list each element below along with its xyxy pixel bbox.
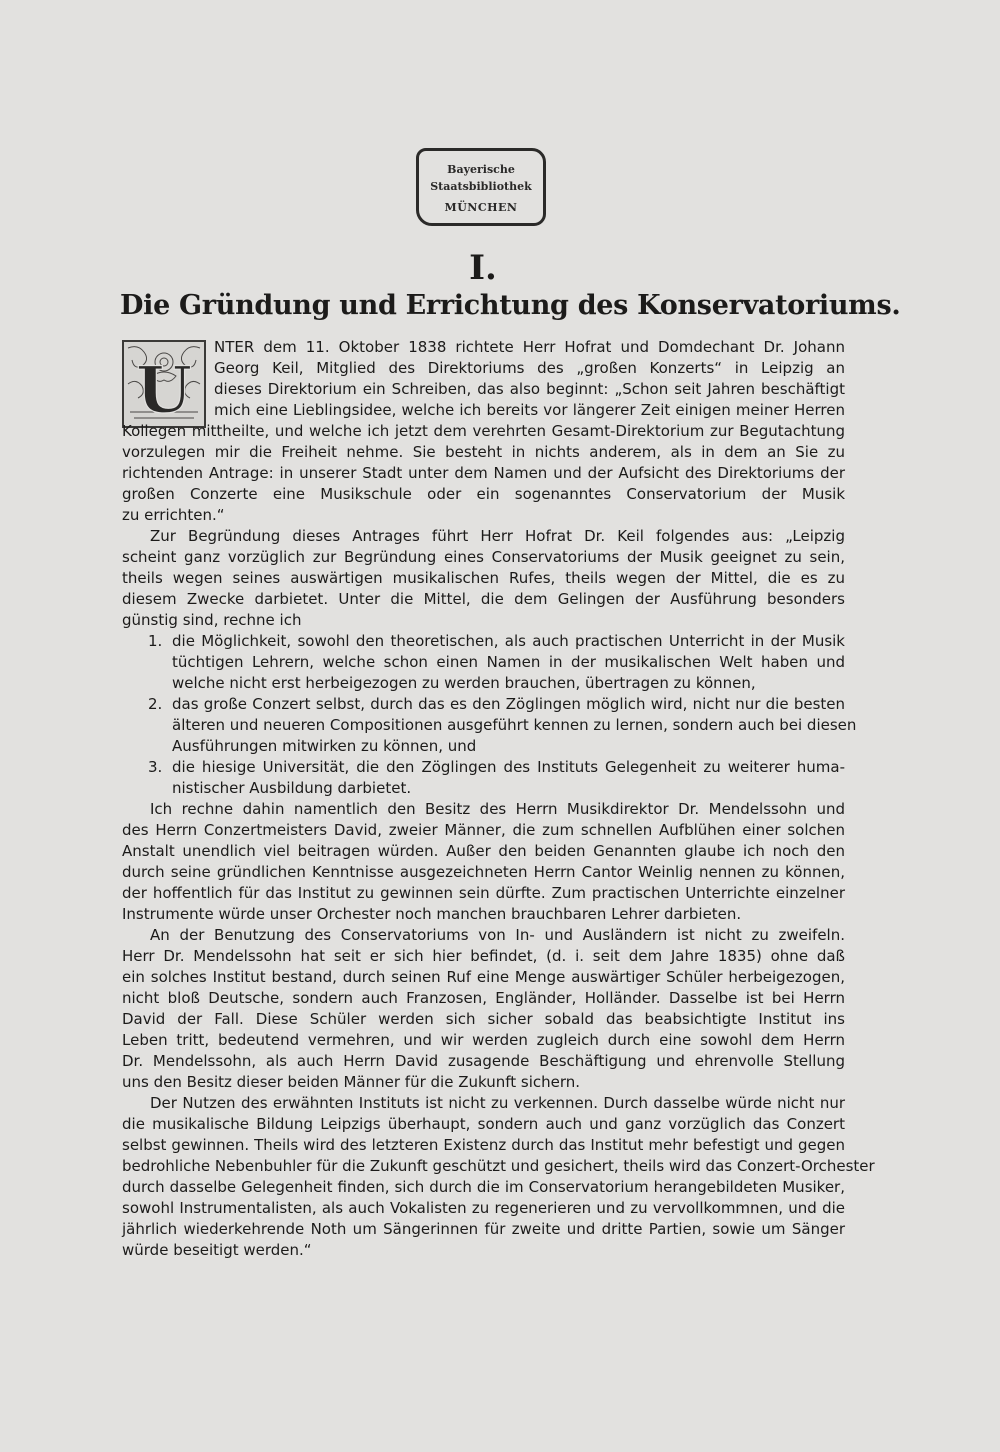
text-line: durch dasselbe Gelegenheit finden, sich durch die im Conservatorium herangebildeten Musiker, bbox=[122, 1178, 845, 1196]
list-item-line: älteren und neueren Compositionen ausgeführt kennen zu lernen, sondern auch bei diesen bbox=[172, 716, 857, 734]
text-line: Dr. Mendelssohn, als auch Herrn David zusagende Beschäftigung und ehrenvolle Stellung bbox=[122, 1052, 845, 1070]
text-line: der hoffentlich für das Institut zu gewinnen sein dürfte. Zum practischen Unterrichte einzelner bbox=[122, 884, 845, 902]
text-line: NTER dem 11. Oktober 1838 richtete Herr Hofrat und Domdechant Dr. Johann bbox=[214, 338, 845, 356]
text-line: diesem Zwecke darbietet. Unter die Mittel, die dem Gelingen der Ausführung besonders bbox=[122, 590, 845, 608]
list-item-number: 2. bbox=[148, 695, 163, 713]
text-line: günstig sind, rechne ich bbox=[122, 611, 302, 629]
text-line: richtenden Antrage: in unserer Stadt unter dem Namen und der Aufsicht des Direktoriums der bbox=[122, 464, 845, 482]
text-line: dieses Direktorium ein Schreiben, das also beginnt: „Schon seit Jahren beschäftigt bbox=[214, 380, 845, 398]
drop-cap-letter: U bbox=[136, 353, 192, 426]
text-line: Anstalt unendlich viel beitragen würden. Außer den beiden Genannten glaube ich noch den bbox=[122, 842, 845, 860]
text-line: bedrohliche Nebenbuhler für die Zukunft geschützt und gesichert, theils wird das Conzert-Orchester bbox=[122, 1157, 875, 1175]
list-item-text: die hiesige Universität, die den Zöglingen des Instituts Gelegenheit zu weiterer huma- bbox=[172, 758, 845, 776]
text-line: Georg Keil, Mitglied des Direktoriums des „großen Konzerts“ in Leipzig an bbox=[214, 359, 845, 377]
text-line: selbst gewinnen. Theils wird des letzteren Existenz durch das Institut mehr befestigt und gegen bbox=[122, 1136, 845, 1154]
text-line: Herr Dr. Mendelssohn hat seit er sich hier befindet, (d. i. seit dem Jahre 1835) ohne daß bbox=[122, 947, 845, 965]
text-line: uns den Besitz dieser beiden Männer für die Zukunft sichern. bbox=[122, 1073, 581, 1091]
text-line: mich eine Lieblingsidee, welche ich bereits vor längerer Zeit einigen meiner Herren bbox=[214, 401, 845, 419]
text-line: nicht bloß Deutsche, sondern auch Franzosen, Engländer, Holländer. Dasselbe ist bei Herrn bbox=[122, 989, 845, 1007]
text-line: Leben tritt, bedeutend vermehren, und wir werden zugleich durch eine sowohl dem Herrn bbox=[122, 1031, 845, 1049]
list-item-number: 1. bbox=[148, 632, 163, 650]
list-item-line: tüchtigen Lehrern, welche schon einen Namen in der musikalischen Welt haben und bbox=[172, 653, 845, 671]
list-item-line bbox=[122, 694, 845, 715]
body-text bbox=[122, 337, 875, 1261]
text-line: Instrumente würde unser Orchester noch manchen brauchbaren Lehrer darbieten. bbox=[122, 905, 742, 923]
chapter-number: I. bbox=[469, 248, 497, 288]
text-line: zu errichten.“ bbox=[122, 506, 225, 524]
stamp-line-3: MÜNCHEN bbox=[444, 201, 518, 214]
text-line: An der Benutzung des Conservatoriums von In- und Ausländern ist nicht zu zweifeln. bbox=[150, 926, 845, 944]
text-line: ein solches Institut bestand, durch seinen Ruf eine Menge auswärtiger Schüler herbeigezogen, bbox=[122, 968, 845, 986]
text-line: Zur Begründung dieses Antrages führt Herr Hofrat Dr. Keil folgendes aus: „Leipzig bbox=[150, 527, 845, 545]
list-item-line: nistischer Ausbildung darbietet. bbox=[172, 779, 412, 797]
text-line: des Herrn Conzertmeisters David, zweier Männer, die zum schnellen Aufblühen einer solchen bbox=[122, 821, 845, 839]
text-line: scheint ganz vorzüglich zur Begründung eines Conservatoriums der Musik geeignet zu sein, bbox=[122, 548, 845, 566]
library-stamp bbox=[416, 148, 546, 226]
list-item-number: 3. bbox=[148, 758, 163, 776]
list-item-line bbox=[122, 631, 845, 652]
text-line: Ich rechne dahin namentlich den Besitz des Herrn Musikdirektor Dr. Mendelssohn und bbox=[150, 800, 845, 818]
list-item-text: die Möglichkeit, sowohl den theoretischen, als auch practischen Unterricht in der Musik bbox=[172, 632, 845, 650]
text-line: durch seine gründlichen Kenntnisse ausgezeichneten Herrn Cantor Weinlig nennen zu können, bbox=[122, 863, 845, 881]
stamp-line-2: Staatsbibliothek bbox=[430, 180, 532, 193]
text-line: David der Fall. Diese Schüler werden sich sicher sobald das beabsichtigte Institut ins bbox=[122, 1010, 845, 1028]
stamp-line-1: Bayerische bbox=[447, 163, 515, 176]
text-line: vorzulegen mir die Freiheit nehme. Sie besteht in nichts anderem, als in dem an Sie zu bbox=[122, 443, 845, 461]
text-line: theils wegen seines auswärtigen musikalischen Rufes, theils wegen der Mittel, die es zu bbox=[122, 569, 845, 587]
text-line: sowohl Instrumentalisten, als auch Vokalisten zu regenerieren und zu vervollkommnen, und die bbox=[122, 1199, 845, 1217]
chapter-title: Die Gründung und Errichtung des Konservatoriums. bbox=[120, 290, 901, 321]
list-item-text: das große Conzert selbst, durch das es den Zöglingen möglich wird, nicht nur die besten bbox=[172, 695, 845, 713]
list-item-line: Ausführungen mitwirken zu können, und bbox=[172, 737, 477, 755]
text-line: die musikalische Bildung Leipzigs überhaupt, sondern auch und ganz vorzüglich das Conzert bbox=[122, 1115, 845, 1133]
text-line: würde beseitigt werden.“ bbox=[122, 1241, 312, 1259]
list-item-line: welche nicht erst herbeigezogen zu werden brauchen, übertragen zu können, bbox=[172, 674, 756, 692]
list-item-line bbox=[122, 757, 845, 778]
text-line: Der Nutzen des erwähnten Instituts ist nicht zu verkennen. Durch dasselbe würde nicht nur bbox=[150, 1094, 845, 1112]
text-line: Kollegen mittheilte, und welche ich jetzt dem verehrten Gesamt-Direktorium zur Begutachtung bbox=[122, 422, 845, 440]
text-line: großen Conzerte eine Musikschule oder ein sogenanntes Conservatorium der Musik bbox=[122, 485, 845, 503]
text-line: jährlich wiederkehrende Noth um Sängerinnen für zweite und dritte Partien, sowie um Sänger bbox=[122, 1220, 845, 1238]
